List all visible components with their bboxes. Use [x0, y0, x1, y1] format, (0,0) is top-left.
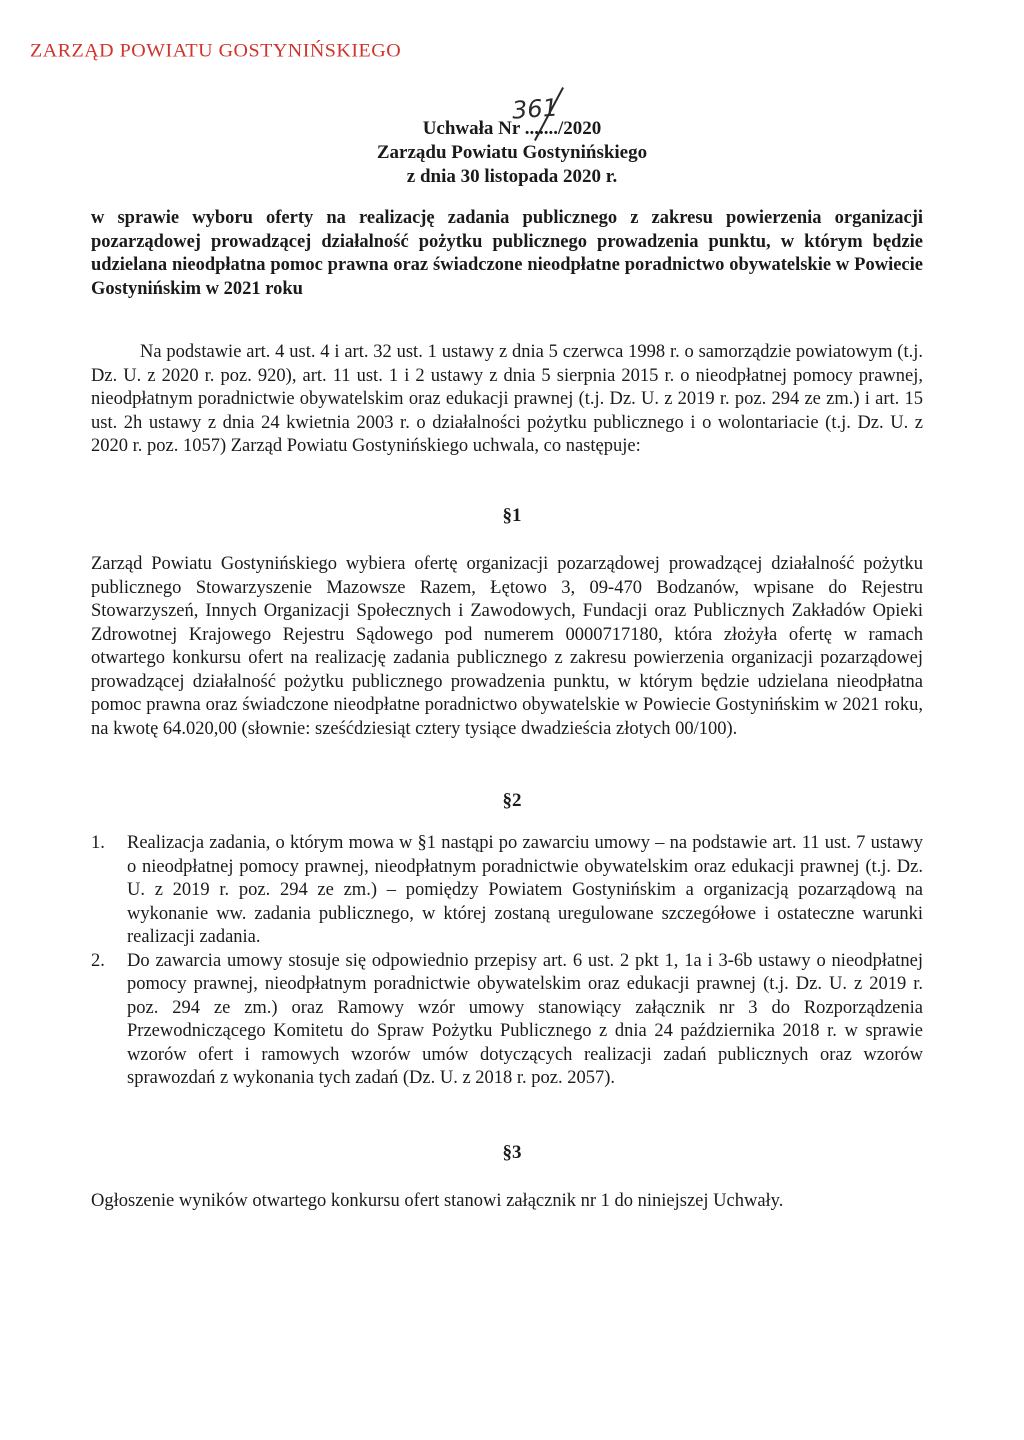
resolution-issuer: Zarządu Powiatu Gostynińskiego — [376, 142, 648, 163]
list-item-number: 2. — [91, 950, 105, 971]
resolution-prefix: Uchwała Nr ....... — [422, 118, 558, 139]
section-3-text: Ogłoszenie wyników otwartego konkursu ofert stanowi załącznik nr 1 do niniejszej Uchwały. — [91, 1191, 784, 1211]
resolution-header — [0, 117, 1024, 189]
section-1-heading: §1 — [502, 505, 522, 526]
resolution-subject: w sprawie wyboru oferty na realizację zadania publicznego z zakresu powierzenia organizacji pozarządowej prowadzącej działalność pożytku publicznego prowadzenia punktu, w którym będzie udzielana nieodpłatna pomoc prawna oraz świadczone nieodpłatne poradnictwo obywatelskie w Powiecie Gostynińskim w 2021 roku — [91, 208, 923, 299]
resolution-suffix: /2020 — [558, 118, 602, 139]
section-2-list — [91, 832, 923, 1091]
section-3-heading: §3 — [502, 1142, 522, 1163]
resolution-number-line — [0, 117, 1024, 141]
resolution-date: z dnia 30 listopada 2020 r. — [406, 166, 618, 187]
list-item-text: Do zawarcia umowy stosuje się odpowiednio przepisy art. 6 ust. 2 pkt 1, 1a i 3-6b ustawy o nieodpłatnej pomocy prawnej, nieodpłatnym poradnictwie obywatelskim oraz edukacji prawnej (t.j. Dz. U. z 2019 r. poz. 294 ze zm.) oraz Ramowy wzór umowy stanowiący załącznik nr 3 do Rozporządzenia Przewodniczącego Komitetu do Spraw Pożytku Publicznego z dnia 24 października 2018 r. w sprawie wzorów ofert i ramowych wzorów umów dotyczących realizacji zadań publicznych oraz wzorów sprawozdań z wykonania tych zadań (Dz. U. z 2018 r. poz. 2057). — [127, 950, 923, 1088]
section-2-heading: §2 — [502, 790, 522, 811]
handwritten-resolution-number: 361 — [511, 93, 559, 125]
list-item — [91, 950, 923, 1091]
legal-basis-paragraph: Na podstawie art. 4 ust. 4 i art. 32 ust. 1 ustawy z dnia 5 czerwca 1998 r. o samorządzie powiatowym (t.j. Dz. U. z 2020 r. poz. 920), art. 11 ust. 1 i 2 ustawy z dnia 5 sierpnia 2015 r. o nieodpłatnej pomocy prawnej, nieodpłatnym poradnictwie obywatelskim oraz edukacji prawnej (t.j. Dz. U. z 2019 r. poz. 294 ze zm.) i art. 15 ust. 2h ustawy z dnia 24 kwietnia 2003 r. o działalności pożytku publicznego i o wolontariacie (t.j. Dz. U. z 2020 r. poz. 1057) Zarząd Powiatu Gostynińskiego uchwala, co następuje: — [91, 342, 923, 456]
list-item-text: Realizacja zadania, o którym mowa w §1 nastąpi po zawarciu umowy – na podstawie art. 11 ust. 7 ustawy o nieodpłatnej pomocy prawnej, nieodpłatnym poradnictwie obywatelskim oraz edukacji prawnej (t.j. Dz. U. z 2019 r. poz. 294 ze zm.) – pomiędzy Powiatem Gostynińskim a organizacją pozarządową na wykonanie ww. zadania publicznego, w której zostaną uregulowane szczegółowe i ostateczne warunki realizacji zadania. — [127, 833, 923, 947]
list-item-number: 1. — [91, 833, 105, 853]
office-stamp: ZARZĄD POWIATU GOSTYNIŃSKIEGO — [30, 40, 402, 62]
section-1-text: Zarząd Powiatu Gostynińskiego wybiera ofertę organizacji pozarządowej prowadzącej działalność pożytku publicznego Stowarzyszenie Mazowsze Razem, Łętowo 3, 09-470 Bodzanów, wpisane do Rejestru Stowarzyszeń, Innych Organizacji Społecznych i Zawodowych, Fundacji oraz Publicznych Zakładów Opieki Zdrowotnej Krajowego Rejestru Sądowego pod numerem 0000717180, która złożyła ofertę w ramach otwartego konkursu ofert na realizację zadania publicznego z zakresu powierzenia organizacji pozarządowej prowadzącej działalność pożytku publicznego prowadzenia punktu, w którym będzie udzielana nieodpłatna pomoc prawna oraz świadczone nieodpłatne poradnictwo obywatelskie w Powiecie Gostynińskim w 2021 roku, na kwotę 64.020,00 (słownie: sześćdziesiąt cztery tysiące dwadzieścia złotych 00/100). — [91, 554, 923, 739]
list-item — [91, 832, 923, 950]
